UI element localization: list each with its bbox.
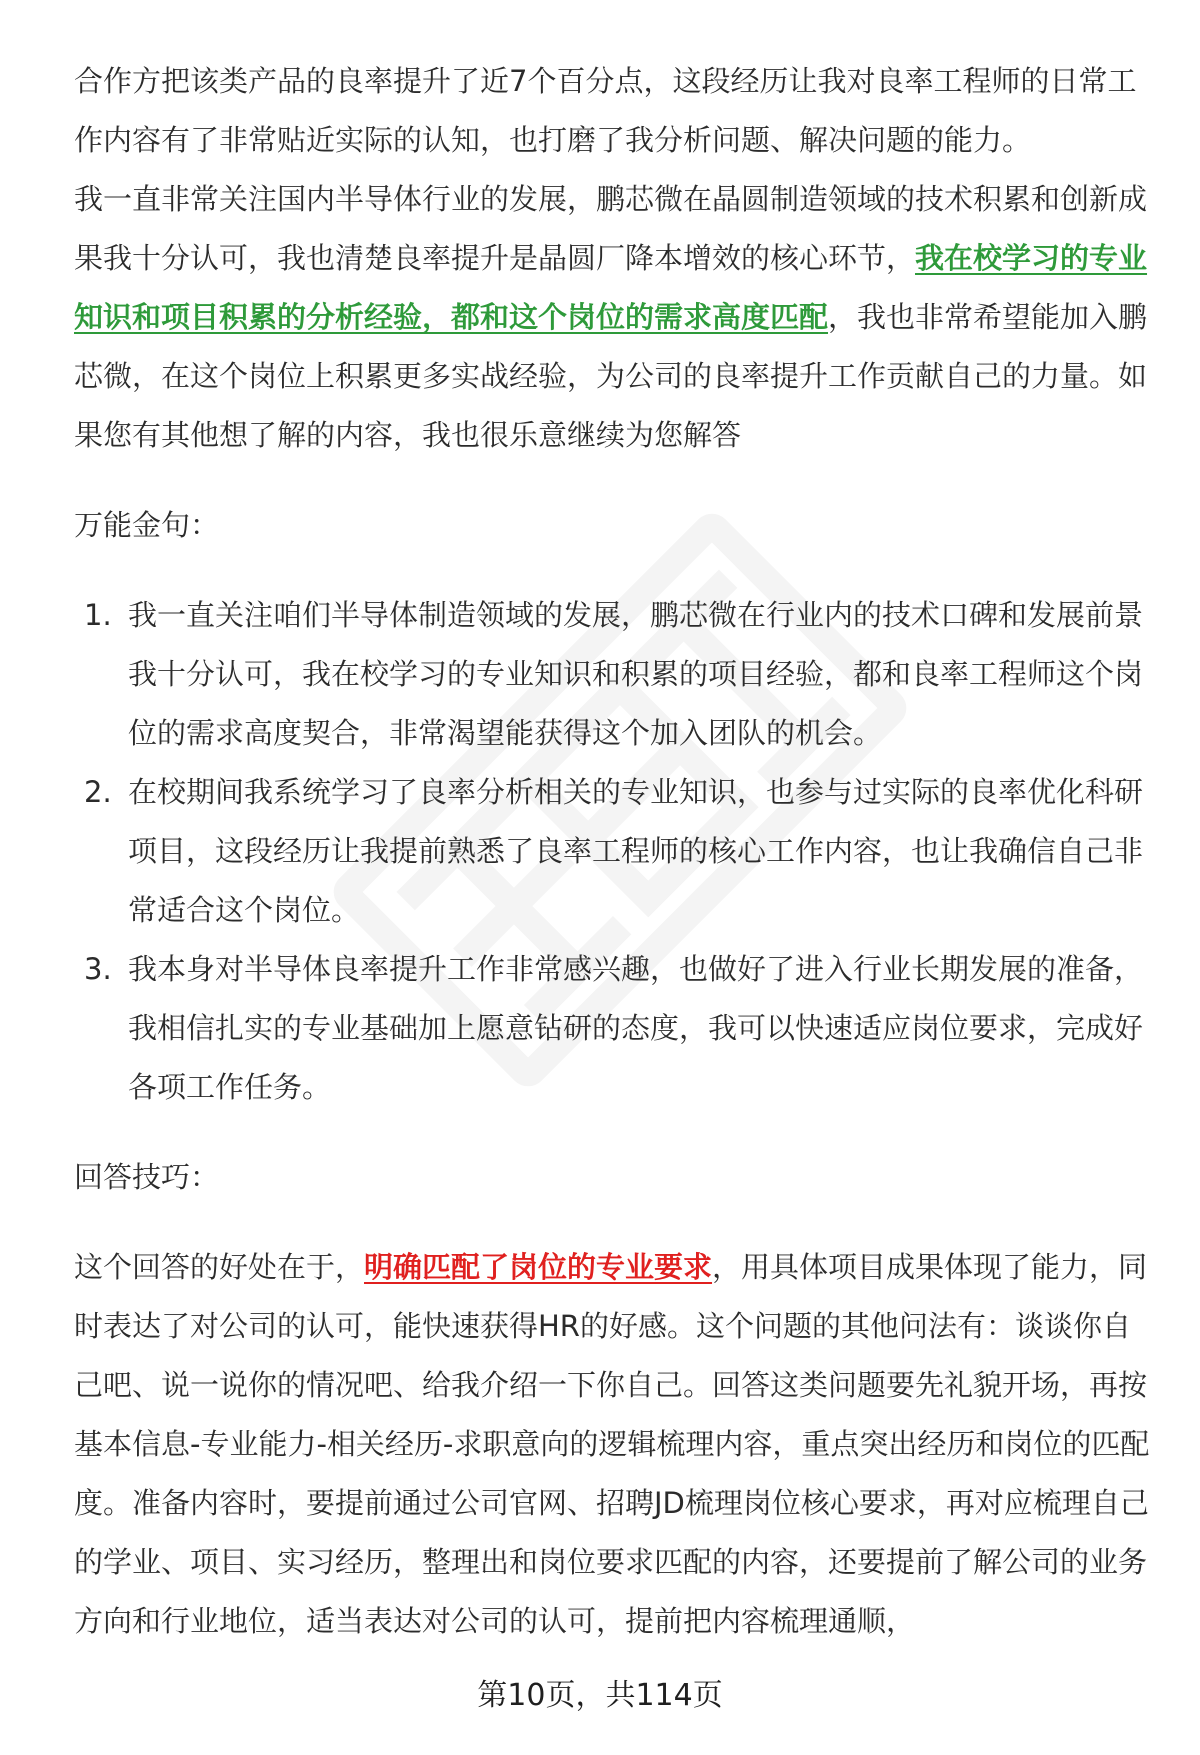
list-item xyxy=(74,586,1156,763)
list-item-number: 1. xyxy=(84,598,112,632)
tips-end: ，用具体项目成果体现了能力，同时表达了对公司的认可，能快速获得HR的好感。这个问题的其他问法有：谈谈你自己吧、说一说你的情况吧、给我介绍一下你自己。回答这类问题要先礼貌开场，再按基本信息-专业能力-相关经历-求职意向的逻辑梳理内容，重点突出经历和岗位的匹配度。准备内容时，要提前通过公司官网、招聘JD梳理岗位核心要求，再对应梳理自己的学业、项目、实习经历，整理出和岗位要求匹配的内容，还要提前了解公司的业务方向和行业地位，适当表达对公司的认可，提前把内容梳理通顺， xyxy=(74,1250,1150,1638)
answer-tips-heading: 回答技巧： xyxy=(74,1160,220,1194)
answer-tips-paragraph xyxy=(74,1238,1156,1651)
green-highlight-text: 我在校学习的专业知识和项目积累的分析经验，都和这个岗位的需求高度匹配 xyxy=(74,241,1148,334)
intro-paragraph-2-start: 我一直非常关注国内半导体行业的发展，鹏芯微在晶圆制造领域的技术积累和创新成果我十分认可，我也清楚良率提升是晶圆厂降本增效的核心环节， xyxy=(74,182,1148,275)
tips-start: 这个回答的好处在于， xyxy=(74,1250,365,1284)
list-item-text: 在校期间我系统学习了良率分析相关的专业知识，也参与过实际的良率优化科研项目，这段经历让我提前熟悉了良率工程师的核心工作内容，也让我确信自己非常适合这个岗位。 xyxy=(128,775,1144,927)
intro-paragraph-1: 合作方把该类产品的良率提升了近7个百分点，这段经历让我对良率工程师的日常工作内容有了非常贴近实际的认知，也打磨了我分析问题、解决问题的能力。 xyxy=(74,64,1137,157)
document-body xyxy=(74,52,1156,1651)
list-item-text: 我本身对半导体良率提升工作非常感兴趣，也做好了进入行业长期发展的准备，我相信扎实的专业基础加上愿意钻研的态度，我可以快速适应岗位要求，完成好各项工作任务。 xyxy=(128,952,1144,1104)
intro-paragraph-2-end: ，我也非常希望能加入鹏芯微，在这个岗位上积累更多实战经验，为公司的良率提升工作贡献自己的力量。如果您有其他想了解的内容，我也很乐意继续为您解答 xyxy=(74,300,1148,452)
list-item-number: 2. xyxy=(84,775,112,809)
intro-paragraph-2 xyxy=(74,170,1156,465)
golden-sentences-list xyxy=(74,586,1156,1117)
red-highlight-text: 明确匹配了岗位的专业要求 xyxy=(364,1250,713,1284)
list-item-number: 3. xyxy=(84,952,112,986)
golden-sentences-heading: 万能金句： xyxy=(74,508,220,542)
list-item xyxy=(74,763,1156,940)
list-item xyxy=(74,940,1156,1117)
page-number-footer: 第10页，共114页 xyxy=(477,1678,723,1713)
list-item-text: 我一直关注咱们半导体制造领域的发展，鹏芯微在行业内的技术口碑和发展前景我十分认可，我在校学习的专业知识和积累的项目经验，都和良率工程师这个岗位的需求高度契合，非常渴望能获得这个加入团队的机会。 xyxy=(128,598,1144,750)
